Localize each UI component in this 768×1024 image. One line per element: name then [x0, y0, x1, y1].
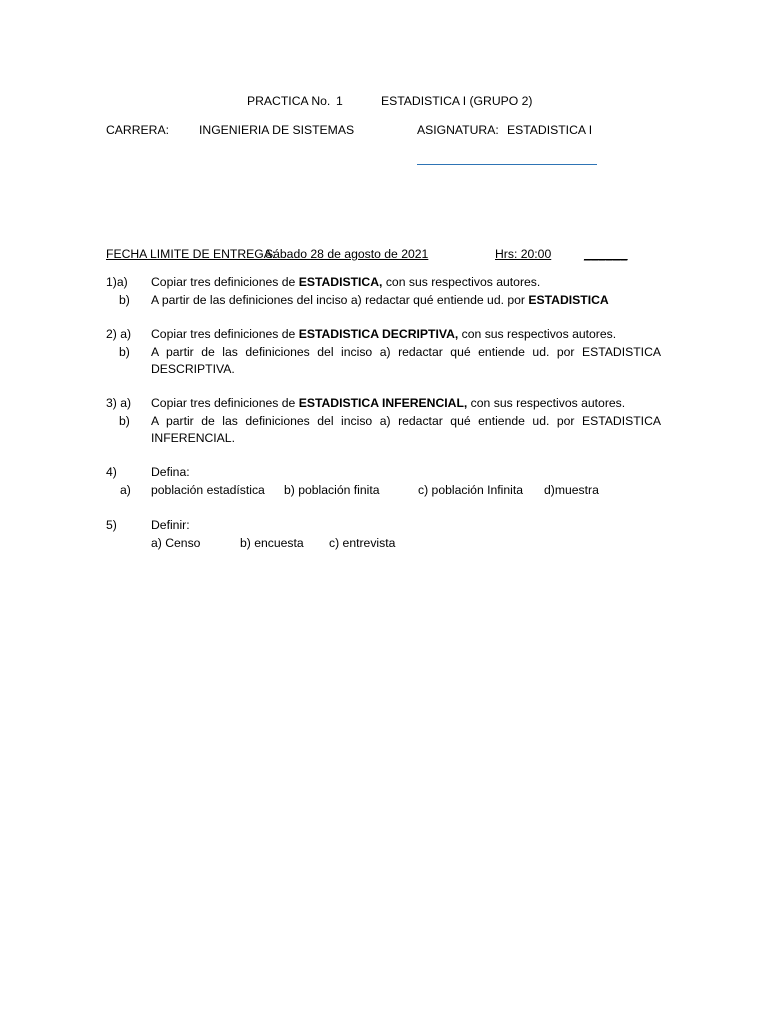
q4-item-poblacion-finita: b) población finita [284, 483, 380, 497]
q1-a-bold: ESTADISTICA, [298, 275, 383, 289]
signature-line [417, 164, 597, 165]
q2-b-line1: A partir de las definiciones del inciso a) redactar qué entiende ud. por ESTADISTICA [151, 345, 661, 359]
q1-a-prefix: Copiar tres definiciones de [151, 275, 299, 289]
q3-b-line1: A partir de las definiciones del inciso a) redactar qué entiende ud. por ESTADISTICA [151, 414, 661, 428]
deadline-hours: Hrs: 20:00 [495, 247, 552, 261]
q1-b-text [151, 292, 609, 308]
q4-item-poblacion-estadistica: población estadística [151, 483, 265, 497]
course-title: ESTADISTICA I (GRUPO 2) [381, 94, 533, 108]
deadline-date: Sábado 28 de agosto de 2021 [265, 247, 429, 261]
q5-title: Definir: [151, 518, 190, 532]
q1-number: 1)a) [106, 275, 128, 289]
q1-a-text [151, 274, 540, 290]
q2-a-suffix: con sus respectivos autores. [458, 327, 617, 341]
practica-number: 1 [336, 94, 343, 108]
q1-b-label: b) [119, 293, 130, 307]
q2-b-label: b) [119, 345, 130, 359]
asignatura-value: ESTADISTICA I [507, 123, 593, 137]
q2-b-line2: DESCRIPTIVA. [151, 362, 235, 376]
q5-item-entrevista: c) entrevista [329, 536, 396, 550]
carrera-label: CARRERA: [106, 123, 169, 137]
q5-number: 5) [106, 518, 117, 532]
q3-a-prefix: Copiar tres definiciones de [151, 396, 299, 410]
q2-a-bold: ESTADISTICA DECRIPTIVA, [298, 327, 459, 341]
q4-item-muestra: d)muestra [544, 483, 599, 497]
q3-b-line2: INFERENCIAL. [151, 431, 235, 445]
q1-a-suffix: con sus respectivos autores. [382, 275, 541, 289]
q2-number: 2) a) [106, 327, 132, 341]
q3-number: 3) a) [106, 396, 132, 410]
q5-item-encuesta: b) encuesta [240, 536, 304, 550]
carrera-value: INGENIERIA DE SISTEMAS [199, 123, 355, 137]
q5-item-censo: a) Censo [151, 536, 201, 550]
q4-number: 4) [106, 465, 117, 479]
q1-b-bold: ESTADISTICA [528, 293, 609, 307]
asignatura-label: ASIGNATURA: [417, 123, 499, 137]
q4-item-poblacion-infinita: c) población Infinita [418, 483, 524, 497]
q1-b-prefix: A partir de las definiciones del inciso a) redactar qué entiende ud. por [151, 293, 529, 307]
q2-a-prefix: Copiar tres definiciones de [151, 327, 299, 341]
q4-title: Defina: [151, 465, 190, 479]
deadline-blank: ______ [584, 247, 628, 261]
q2-a-text [151, 326, 616, 342]
deadline-label: FECHA LIMITE DE ENTREGA: [106, 247, 276, 261]
q4-a-label: a) [120, 483, 131, 497]
q3-a-text [151, 395, 625, 411]
q3-a-bold: ESTADISTICA INFERENCIAL, [298, 396, 468, 410]
q3-b-label: b) [119, 414, 130, 428]
q3-a-suffix: con sus respectivos autores. [467, 396, 626, 410]
practica-label: PRACTICA No. [247, 94, 331, 108]
